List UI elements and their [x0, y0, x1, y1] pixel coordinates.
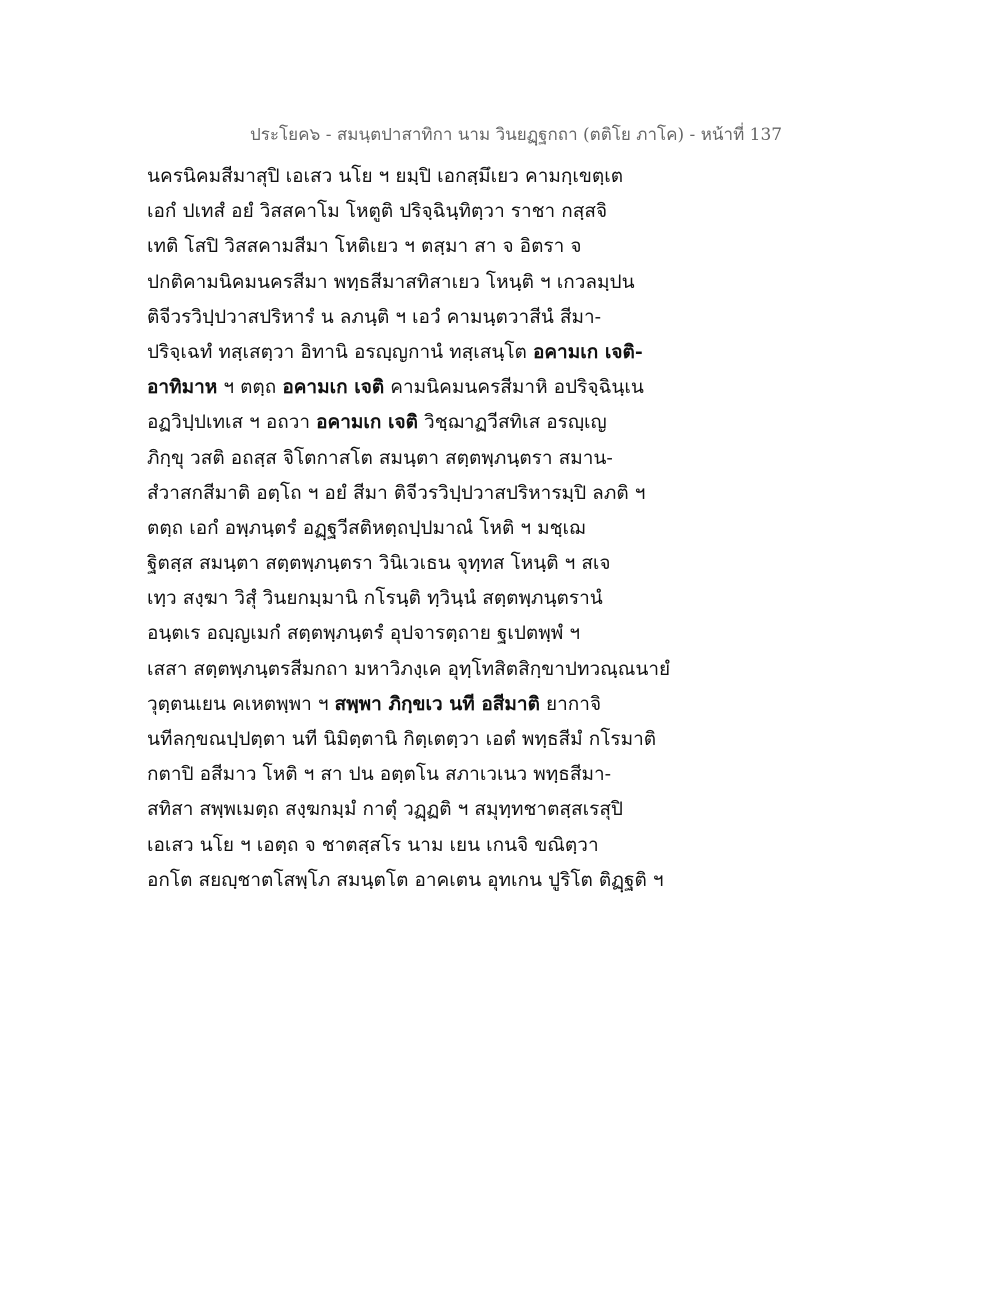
text-line	[147, 757, 717, 792]
text-run: เทติ โสปิ วิสสคามสีมา โหติเยว ฯ ตสฺมา สา จ อิตรา จ	[147, 235, 582, 258]
text-line	[147, 405, 717, 440]
text-run: เอเสว นโย ฯ เอตฺถ จ ชาตสฺสโร นาม เยน เกนจิ ขณิตฺวา	[147, 833, 599, 856]
text-run: วุตฺตนเยน คเหตพฺพา ฯ	[147, 692, 335, 715]
bold-term: อาทิมาห	[147, 376, 218, 399]
text-run: เทฺว สงฺฆา วิสุํ วินยกมฺมานิ กโรนฺติ ทฺวินฺนํ สตฺตพฺภนฺตรานํ	[147, 587, 603, 610]
text-line	[147, 300, 717, 335]
text-line	[147, 511, 717, 546]
text-line	[147, 441, 717, 476]
text-run: อกโต สยญฺชาตโสพฺโภ สมนฺตโต อาคเตน อุทเกน ปูริโต ติฏฺฐติ ฯ	[147, 868, 664, 891]
text-run: ตตฺถ เอกํ อพฺภนฺตรํ อฏฺฐวีสติหตฺถปฺปมาณํ โหติ ฯ มชฺเฌ	[147, 516, 586, 539]
text-run: ฐิตสฺส สมนฺตา สตฺตพฺภนฺตรา วินิเวเธน จุทฺทส โหนฺติ ฯ สเจ	[147, 552, 611, 575]
text-run: สํวาสกสีมาติ อตฺโถ ฯ อยํ สีมา ติจีวรวิปฺปวาสปริหารมฺปิ ลภติ ฯ	[147, 481, 646, 504]
text-line	[147, 546, 717, 581]
text-line	[147, 370, 717, 405]
running-header: ประโยค๖ - สมนฺตปาสาทิกา นาม วินยฏฺฐกถา (ตติโย ภาโค) - หน้าที่ 137	[250, 125, 783, 145]
text-line	[147, 687, 717, 722]
bold-term: อคามเก เจติ	[282, 376, 385, 399]
text-run: นครนิคมสีมาสุปิ เอเสว นโย ฯ ยมฺปิ เอกสฺมึเยว คามกฺเขตฺเต	[147, 165, 624, 187]
text-line	[147, 863, 717, 898]
text-run: วิชฺฌาฏวีสทิเส อรญฺเญ	[418, 411, 607, 434]
body-text	[147, 159, 717, 898]
text-run: ติจีวรวิปฺปวาสปริหารํ น ลภนฺติ ฯ เอวํ คามนฺตวาสีนํ สีมา-	[147, 305, 602, 328]
bold-term: อคามเก เจติ-	[532, 340, 643, 363]
text-run: ยากาจิ	[539, 692, 602, 715]
text-line	[147, 159, 717, 194]
text-run: ฯ ตตฺถ	[217, 376, 283, 399]
text-line	[147, 828, 717, 863]
text-line	[147, 722, 717, 757]
text-run: ปริจฺเฉทํ ทสฺเสตฺวา อิทานิ อรญฺญกานํ ทสฺเสนฺโต	[147, 340, 533, 363]
text-run: คามนิคมนครสีมาหิ อปริจฺฉินฺเน	[384, 376, 644, 399]
text-line	[147, 652, 717, 687]
text-line	[147, 265, 717, 300]
text-run: สทิสา สพฺพเมตฺถ สงฺฆกมฺมํ กาตุํ วฏฺฏติ ฯ สมุทฺทชาตสฺสเรสุปิ	[147, 798, 623, 821]
bold-term: สพฺพา ภิกฺขเว นที อสีมาติ	[334, 692, 540, 715]
text-run: กตาปิ อสีมาว โหติ ฯ สา ปน อตฺตโน สภาเวเนว พทฺธสีมา-	[147, 763, 612, 786]
text-line	[147, 229, 717, 264]
text-run: อนฺตเร อญฺญเมกํ สตฺตพฺภนฺตรํ อุปจารตฺถาย ฐเปตพฺพํ ฯ	[147, 622, 581, 645]
text-run: อฏวิปฺปเทเส ฯ อถวา	[147, 411, 317, 434]
text-run: นทีลกฺขณปฺปตฺตา นที นิมิตฺตานิ กิตฺเตตฺวา เอตํ พทฺธสีมํ กโรมาติ	[147, 728, 657, 750]
text-line	[147, 581, 717, 616]
bold-term: อคามเก เจติ	[316, 411, 419, 434]
text-line	[147, 194, 717, 229]
text-run: เอกํ ปเทสํ อยํ วิสสคาโม โหตูติ ปริจฺฉินฺทิตฺวา ราชา กสฺสจิ	[147, 200, 608, 223]
text-run: ภิกฺขุ วสติ อถสฺส จิโตกาสโต สมนฺตา สตฺตพฺภนฺตรา สมาน-	[147, 446, 613, 469]
text-line	[147, 476, 717, 511]
text-run: เสสา สตฺตพฺภนฺตรสีมกถา มหาวิภงฺเค อุทฺโทสิตสิกฺขาปทวณฺณนายํ	[147, 657, 671, 680]
text-run: ปกติคามนิคมนครสีมา พทฺธสีมาสทิสาเยว โหนฺติ ฯ เกวลมฺปน	[147, 270, 635, 293]
text-line	[147, 792, 717, 827]
text-line	[147, 616, 717, 651]
text-line	[147, 335, 717, 370]
